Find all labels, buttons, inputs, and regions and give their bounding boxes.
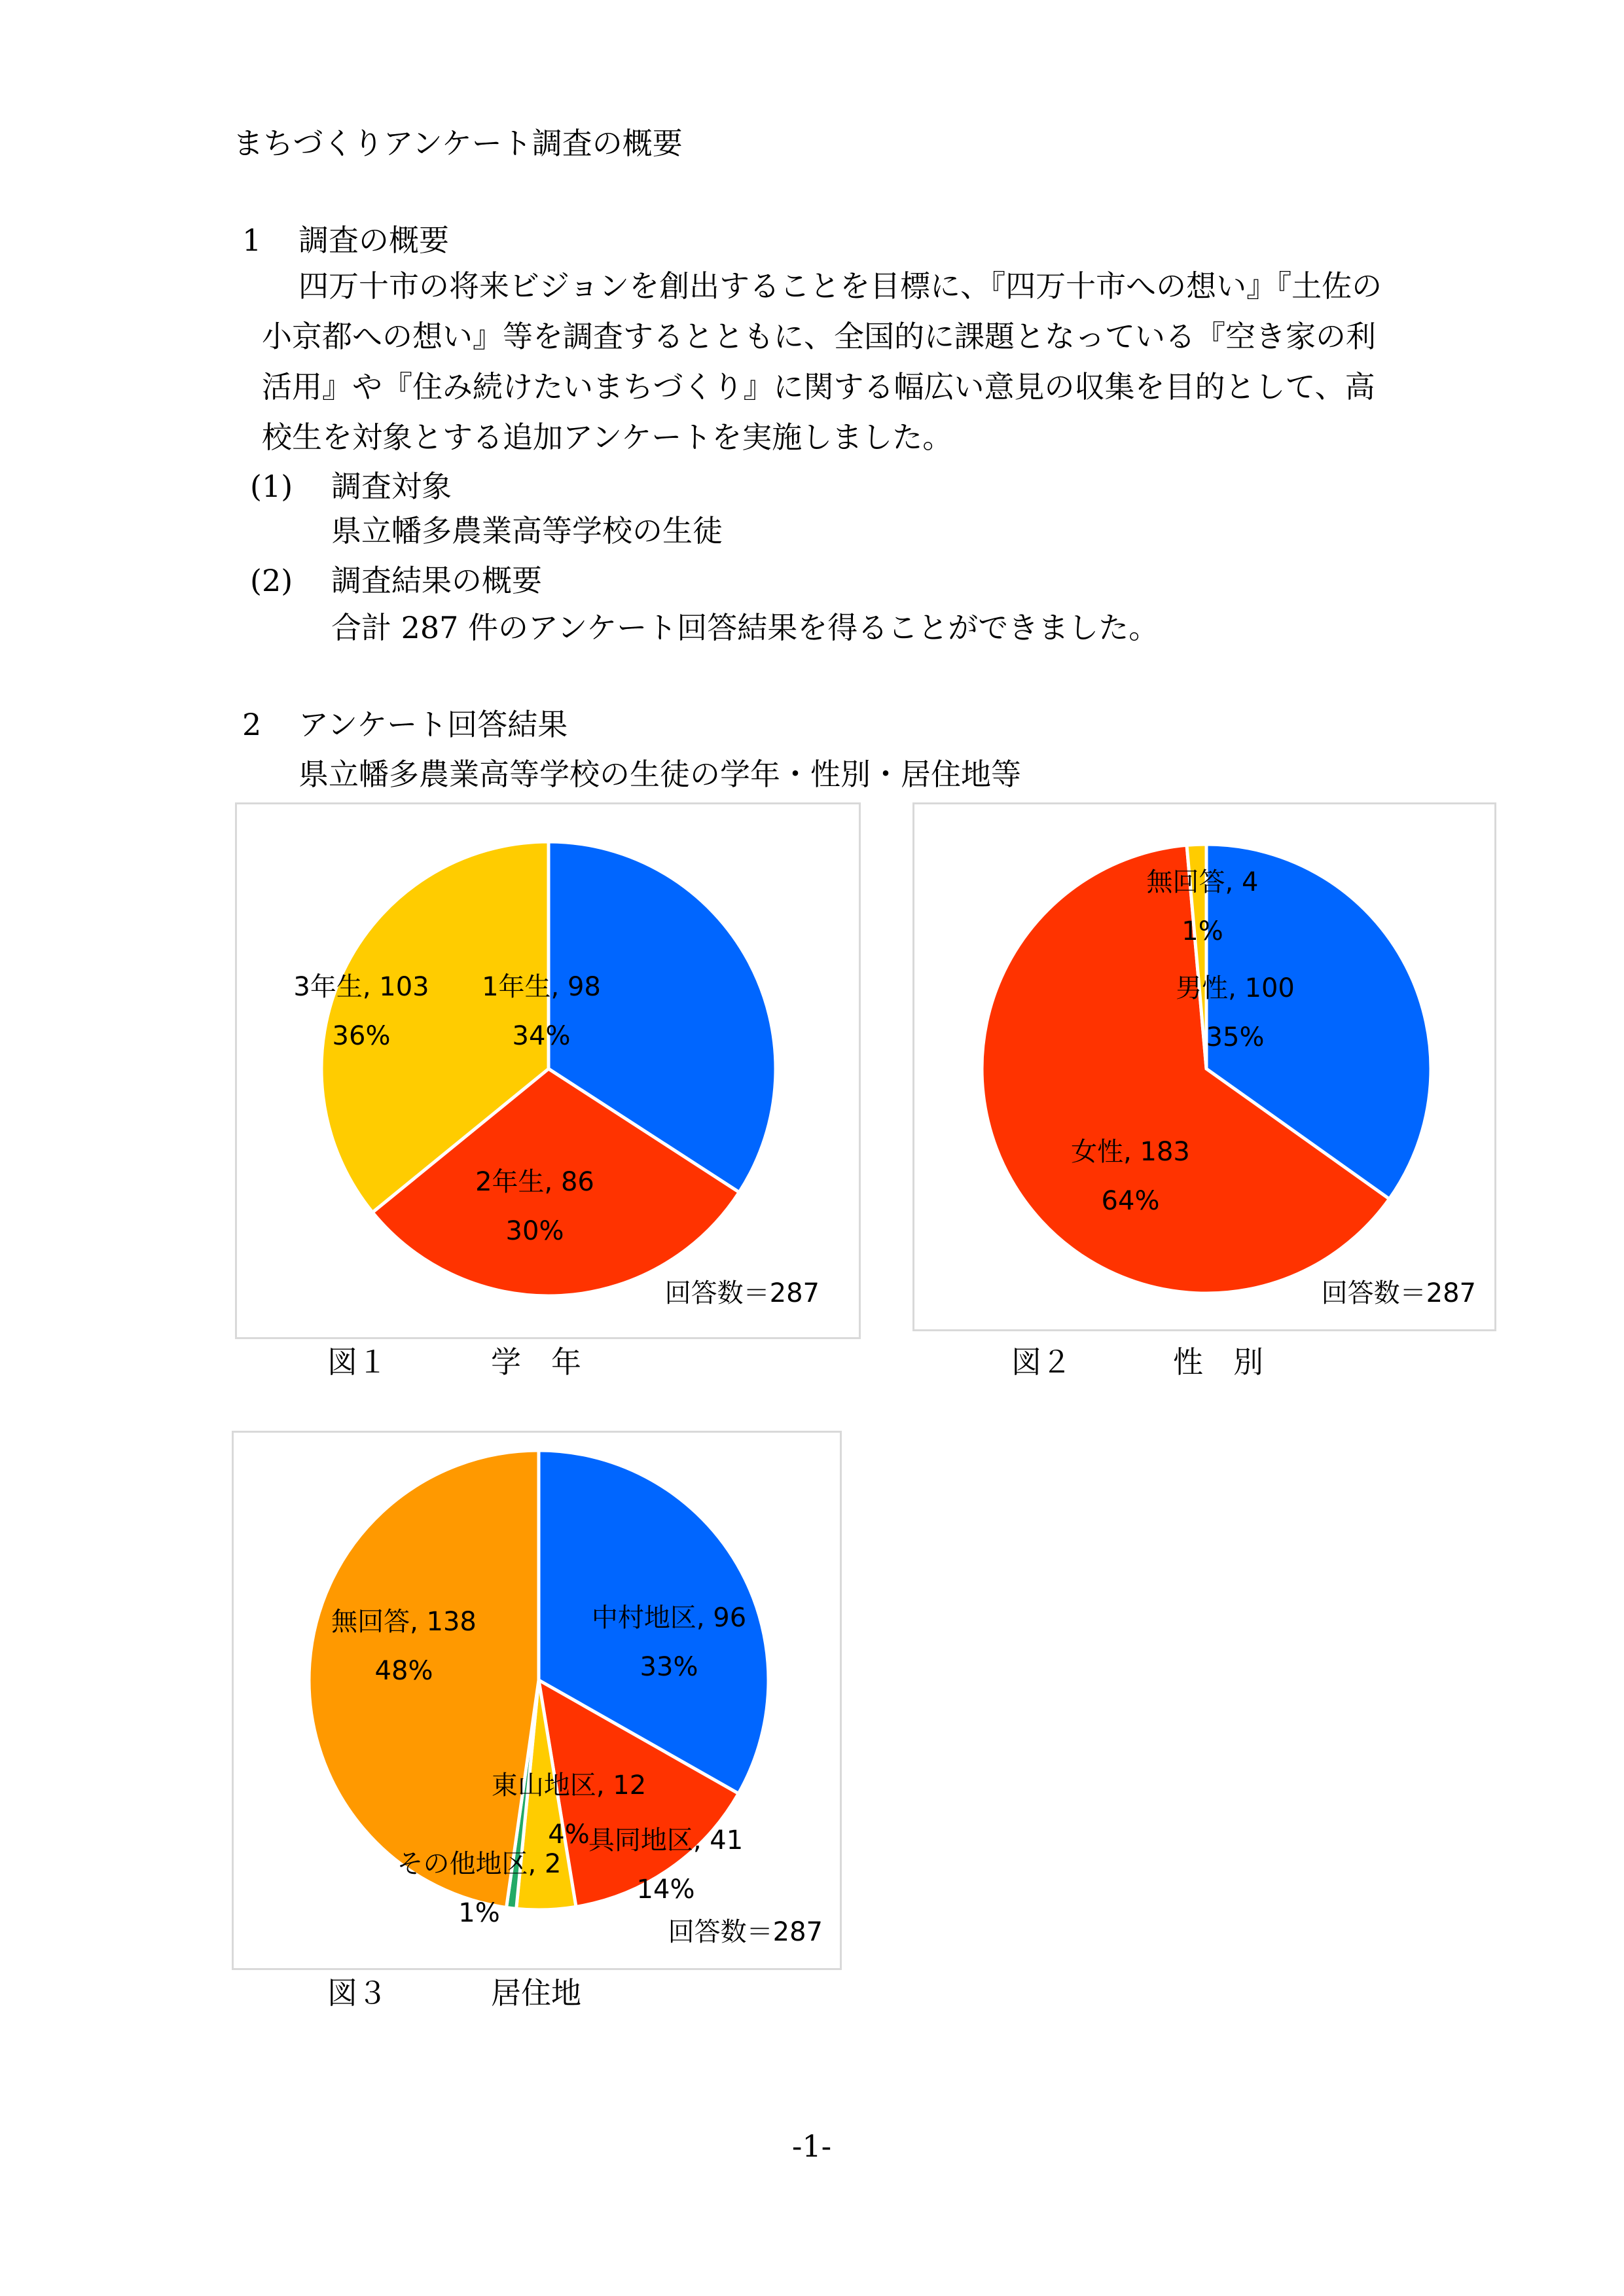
chart-grade-caption: 学 年 <box>491 1344 581 1380</box>
slice-label-3: 3年生, 103 <box>293 972 429 1002</box>
slice-percent-3: 36% <box>332 1021 391 1051</box>
item2-label: 調査結果の概要 <box>331 563 542 598</box>
section1-paragraph-line-4: 校生を対象とする追加アンケートを実施しました。 <box>262 420 953 455</box>
slice-label-3: 東山地区, 12 <box>491 1770 647 1801</box>
section1-paragraph-line-2: 小京都への想い』等を調査するとともに、全国的に課題となっている『空き家の利 <box>262 319 1376 354</box>
chart-grade <box>237 804 863 1341</box>
slice-percent-5: 48% <box>374 1656 433 1686</box>
slice-label-1: 1年生, 98 <box>482 972 601 1002</box>
slice-percent-2: 64% <box>1101 1186 1160 1216</box>
slice-label-5: 無回答, 138 <box>331 1607 477 1637</box>
chart-gender-frame <box>912 802 1496 1331</box>
item1-body: 県立幡多農業高等学校の生徒 <box>331 513 723 548</box>
item2-body: 合計 287 件のアンケート回答結果を得ることができました。 <box>331 610 1159 645</box>
slice-percent-2: 14% <box>636 1874 695 1905</box>
chart-residence-frame <box>232 1431 842 1970</box>
slice-label-2: 女性, 183 <box>1071 1137 1190 1167</box>
item1-number: (1) <box>250 469 293 504</box>
slice-percent-4: 1% <box>458 1898 500 1928</box>
slice-label-4: その他地区, 2 <box>397 1849 562 1879</box>
section1-heading: 調査の概要 <box>298 223 449 258</box>
slice-label-1: 男性, 100 <box>1176 973 1295 1003</box>
chart-residence-caption: 居住地 <box>491 1975 581 2011</box>
slice-percent-2: 30% <box>505 1216 564 1246</box>
chart-gender-caption-number: 図２ <box>1011 1344 1072 1380</box>
total-responses-label: 回答数＝287 <box>664 1278 820 1308</box>
slice-label-3: 無回答, 4 <box>1146 867 1259 897</box>
slice-percent-1: 35% <box>1206 1022 1265 1052</box>
total-responses-label: 回答数＝287 <box>668 1917 823 1947</box>
page-number: -1- <box>791 2128 832 2164</box>
slice-percent-3: 1% <box>1182 916 1223 946</box>
slice-label-2: 2年生, 86 <box>475 1167 594 1197</box>
page-title: まちづくりアンケート調査の概要 <box>233 126 683 161</box>
item2-number: (2) <box>250 563 293 598</box>
section1-number: 1 <box>242 223 262 258</box>
chart-gender <box>914 804 1498 1333</box>
section1-paragraph-line-3: 活用』や『住み続けたいまちづくり』に関する幅広い意見の収集を目的として、高 <box>262 369 1375 404</box>
total-responses-label: 回答数＝287 <box>1321 1278 1476 1308</box>
chart-residence-caption-number: 図３ <box>327 1975 388 2011</box>
slice-percent-1: 33% <box>640 1652 698 1682</box>
chart-grade-caption-number: 図１ <box>327 1344 388 1380</box>
chart-residence <box>234 1433 844 1972</box>
slice-percent-1: 34% <box>512 1021 571 1051</box>
section1-paragraph-line-1: 四万十市の将来ビジョンを創出することを目標に、『四万十市への想い』『土佐の <box>298 268 1382 304</box>
section2-heading: アンケート回答結果 <box>298 707 568 742</box>
section2-number: 2 <box>242 707 262 742</box>
item1-label: 調査対象 <box>331 469 452 504</box>
slice-percent-3: 4% <box>548 1820 590 1850</box>
section2-subheading: 県立幡多農業高等学校の生徒の学年・性別・居住地等 <box>298 757 1021 792</box>
chart-grade-frame <box>235 802 861 1339</box>
slice-label-1: 中村地区, 96 <box>591 1603 747 1633</box>
chart-gender-caption: 性 別 <box>1173 1344 1263 1380</box>
slice-label-2: 具同地区, 41 <box>588 1825 744 1856</box>
